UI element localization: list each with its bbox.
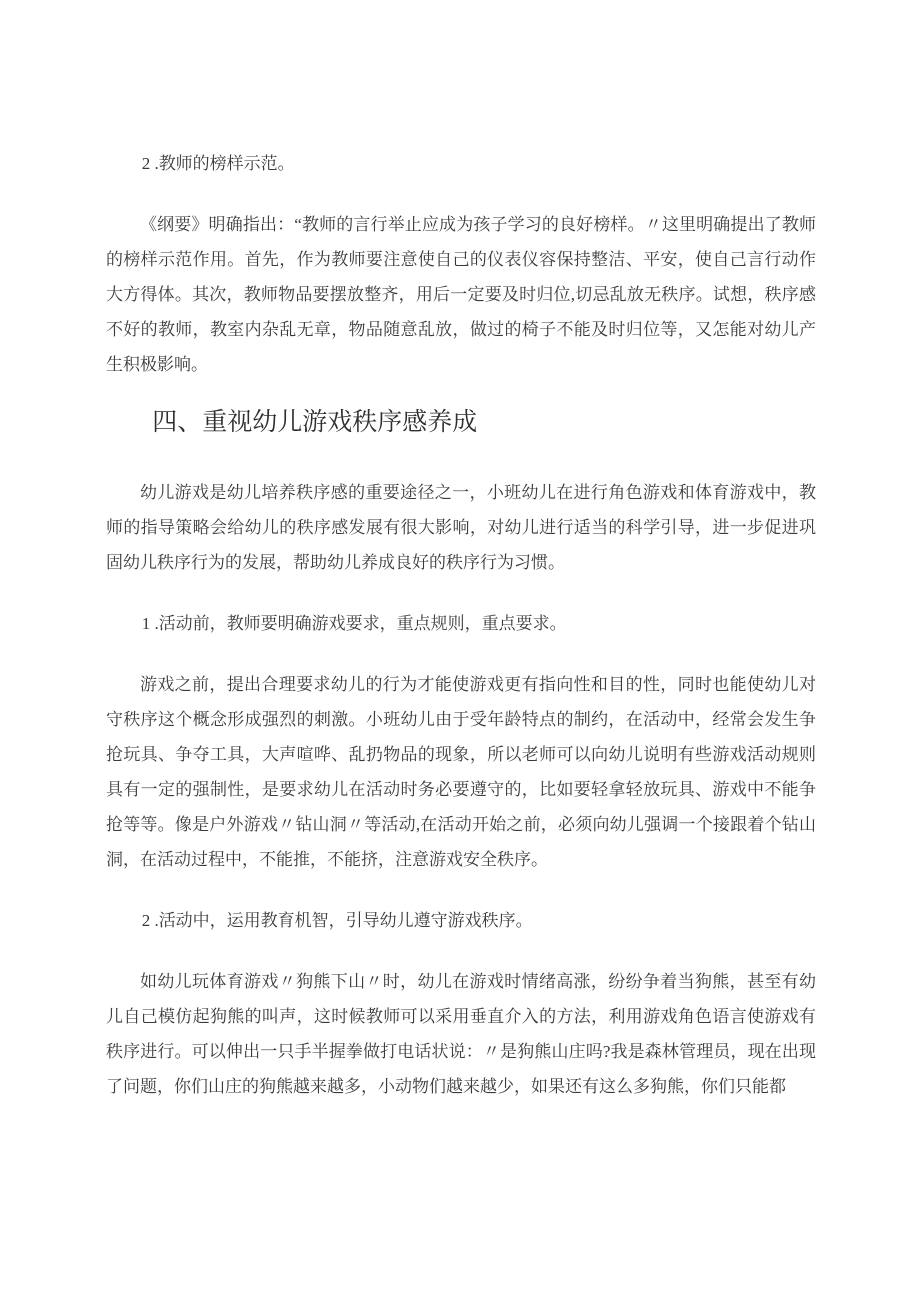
section-heading-four: 四、重视幼儿游戏秩序感养成	[152, 409, 478, 436]
paragraph-during-activity-detail: 如幼儿玩体育游戏〃狗熊下山〃时，幼儿在游戏时情绪高涨，纷纷争着当狗熊，甚至有幼儿自己模仿起狗熊的叫声，这时候教师可以采用垂直介入的方法，利用游戏角色语言使游戏有秩序进行。可以伸出一只手半握拳做打电话状说：〃是狗熊山庄吗?我是森林管理员，现在出现了问题，你们山庄的狗熊越来越多，小动物们越来越少，如果还有这么多狗熊，你们只能都	[106, 972, 816, 1096]
paragraph-game-importance: 幼儿游戏是幼儿培养秩序感的重要途径之一，小班幼儿在进行角色游戏和体育游戏中，教师的指导策略会给幼儿的秩序感发展有很大影响，对幼儿进行适当的科学引导，进一步促进巩固幼儿秩序行为的发展，帮助幼儿养成良好的秩序行为习惯。	[106, 483, 816, 572]
paragraph-outline-quote: 《纲要》明确指出：“教师的言行举止应成为孩子学习的良好榜样。〃这里明确提出了教师的榜样示范作用。首先，作为教师要注意使自己的仪表仪容保持整洁、平安，使自己言行动作大方得体。其次，教师物品要摆放整齐，用后一定要及时归位,切忌乱放无秩序。试想，秩序感不好的教师，教室内杂乱无章，物品随意乱放，做过的椅子不能及时归位等，又怎能对幼儿产生积极影响。	[106, 215, 816, 374]
point-during-activity: 2 .活动中，运用教育机智，引导幼儿遵守游戏秩序。	[141, 911, 533, 930]
point-before-activity: 1 .活动前，教师要明确游戏要求，重点规则，重点要求。	[141, 614, 567, 633]
paragraph-before-activity-detail: 游戏之前，提出合理要求幼儿的行为才能使游戏更有指向性和目的性，同时也能使幼儿对守秩序这个概念形成强烈的刺激。小班幼儿由于受年龄特点的制约，在活动中，经常会发生争抢玩具、争夺工具，大声喧哗、乱扔物品的现象，所以老师可以向幼儿说明有些游戏活动规则具有一定的强制性，是要求幼儿在活动时务必要遵守的，比如要轻拿轻放玩具、游戏中不能争抢等等。像是户外游戏〃钻山洞〃等活动,在活动开始之前，必须向幼儿强调一个接跟着个钻山洞，在活动过程中，不能推，不能挤，注意游戏安全秩序。	[106, 675, 816, 869]
point-teacher-role-model: 2 .教师的榜样示范。	[141, 154, 295, 173]
